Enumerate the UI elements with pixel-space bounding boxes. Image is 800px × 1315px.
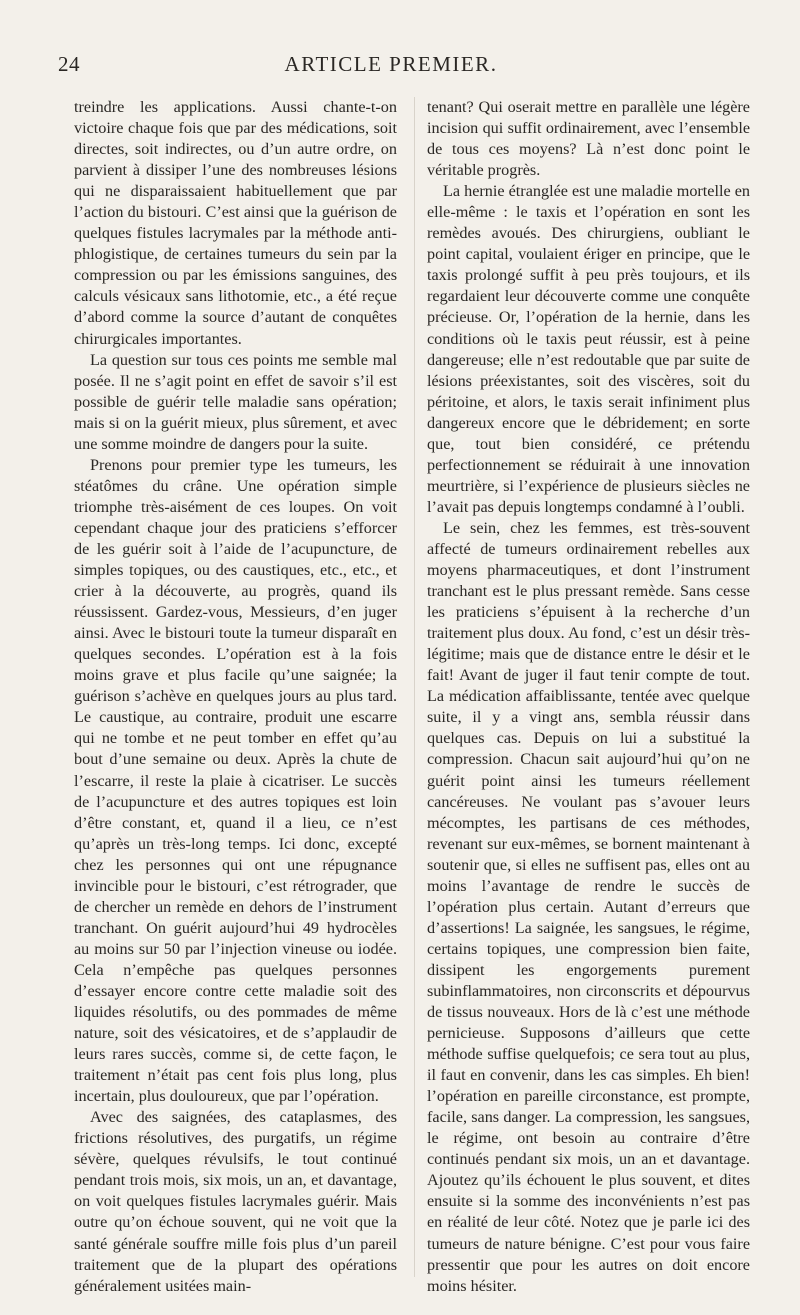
paragraph: Avec des saignées, des cataplasmes, des frictions résolutives, des purgatifs, un régime sévère, quelques révulsifs, le tout continué pendant trois mois, six mois, un an, et davantage, on voit quelques fistules lacrymales guérir. Mais outre qu’on échoue souvent, qui ne voit que la santé générale souffre mille fois plus d’un pareil traitement que de la plupart des opérations généralement usitées main- [74, 1108, 397, 1295]
paragraph: Prenons pour premier type les tumeurs, les stéatômes du crâne. Une opération simple triomphe très-aisément de ces loupes. On voit cependant chaque jour des praticiens s’efforcer de les guérir soit à l’aide de l’acupuncture, de simples topiques, ou des caustiques, etc., etc., et crier à la découverte, au progrès, quand ils réussissent. Gardez-vous, Messieurs, d’en juger ainsi. Avec le bistouri toute la tumeur disparaît en quelques secondes. L’opération est à la fois moins grave et plus facile qu’une saignée; la guérison s’achève en quelques jours au plus tard. Le caustique, au contraire, produit une escarre qui ne tombe et ne peut tomber en effet qu’au bout d’une semaine ou deux. Après la chute de l’escarre, il reste la plaie à cicatriser. Le succès de l’acupuncture et des autres topiques est loin d’être constant, et, quand il a lieu, ce n’est qu’après un très-long temps. Ici donc, excepté chez les personnes qui ont une répugnance invincible pour le bistouri, c’est rétrograder, que de chercher un remède en dehors de l’instrument tranchant. On guérit aujourd’hui 49 hydrocèles au moins sur 50 par l’injection vineuse ou iodée. Cela n’empêche pas quelques personnes d’essayer encore contre cette maladie soit des liquides résolutifs, ou des pommades de même nature, soit des vésicatoires, et de s’applaudir de leurs rares succès, comme si, de cette façon, le traitement n’était pas cent fois plus long, plus incertain, plus douloureux, que par l’opération. [74, 455, 397, 1106]
paragraph: Le sein, chez les femmes, est très-souvent affecté de tumeurs ordinairement rebelles aux moyens pharmaceutiques, et dont l’instrument tranchant est le plus pressant remède. Sans cesse les praticiens s’épuisent à la recherche d’un traitement plus doux. Au fond, c’est un désir très-légitime; mais que de distance entre le désir et le fait! Avant de juger il faut tenir compte de tout. La médication affaiblissante, tentée avec quelque suite, il y a vingt ans, sembla réussir dans quelques cas. Depuis on lui a substitué la compression. Chacun sait aujourd’hui qu’on ne guérit point ainsi les tumeurs réellement cancéreuses. Ne voulant pas s’avouer leurs mécomptes, les partisans de ces méthodes, revenant sur eux-mêmes, se bornent maintenant à soutenir que, si elles ne suffisent pas, elles ont au moins l’avantage de rendre le succès de l’opération plus certain. Autant d’erreurs que d’assertions! La saignée, les sangsues, le régime, certains topiques, une compression bien faite, dissipent les engorgements purement subinflammatoires, non circonscrits et dépourvus de tissus nouveaux. Hors de là c’est une méthode pernicieuse. Supposons d’ailleurs que cette méthode suffise quelquefois; ce sera tout au plus, il faut en convenir, dans les cas simples. Eh bien! l’opération en pareille circonstance, est prompte, facile, sans danger. La compression, les sangsues, le régime, ont besoin au contraire d’être continués pendant six mois, un an et davantage. Ajoutez qu’ils échouent le plus souvent, et dites ensuite si la somme des inconvénients n’est pas en réalité de leur côté. Notez que je parle ici des tumeurs de nature bénigne. C’est pour vous faire pressentir que pour les autres on doit encore moins hésiter. [427, 518, 750, 1295]
paragraph: La hernie étranglée est une maladie mortelle en elle-même : le taxis et l’opération en sont les remèdes avoués. Des chirurgiens, oubliant le point capital, voulaient ériger en principe, que le taxis prolongé suffit à peu près toujours, et ils regardaient leur découverte comme une conquête précieuse. Or, l’opération de la hernie, dans les conditions où le taxis peut réussir, est à peine dangereuse; elle n’est redoutable que par suite de lésions préexistantes, soit des viscères, soit du péritoine, et alors, le taxis serait infiniment plus dangereux encore que le débridement; en sorte que, tout bien considéré, ce prétendu perfectionnement se réduirait à une innovation meurtrière, si l’expérience de plusieurs siècles ne l’avait pas depuis longtemps condamné à l’oubli. [427, 182, 750, 516]
paragraph: tenant? Qui oserait mettre en parallèle une légère incision qui suffit ordinairement, avec l’ensemble de tous ces moyens? Là n’est donc point le véritable progrès. [427, 98, 750, 180]
paragraph: treindre les applications. Aussi chante-t-on victoire chaque fois que par des médications, soit directes, soit indirectes, ou d’un autre ordre, on parvient à dissiper l’une des nombreuses lésions qui ne disparaissaient habituellement que par l’action du bistouri. C’est ainsi que la guérison de quelques fistules lacrymales par la méthode anti-phlogistique, de certaines tumeurs du sein par la compression ou par les émissions sanguines, des calculs vésicaux sans lithotomie, etc., a été reçue d’abord comme la source d’autant de conquêtes chirurgicales importantes. [74, 98, 397, 348]
right-column [427, 97, 750, 1297]
left-column [74, 97, 397, 1297]
page-number: 24 [58, 52, 80, 76]
text-columns [74, 97, 750, 1297]
running-title: ARTICLE PREMIER. [284, 52, 498, 76]
paragraph: La question sur tous ces points me semble mal posée. Il ne s’agit point en effet de savoir s’il est possible de guérir telle maladie sans opération; mais si on la guérit mieux, plus sûrement, et avec une somme moindre de dangers pour la suite. [74, 350, 397, 453]
running-header [58, 52, 724, 80]
column-divider [414, 97, 415, 1277]
